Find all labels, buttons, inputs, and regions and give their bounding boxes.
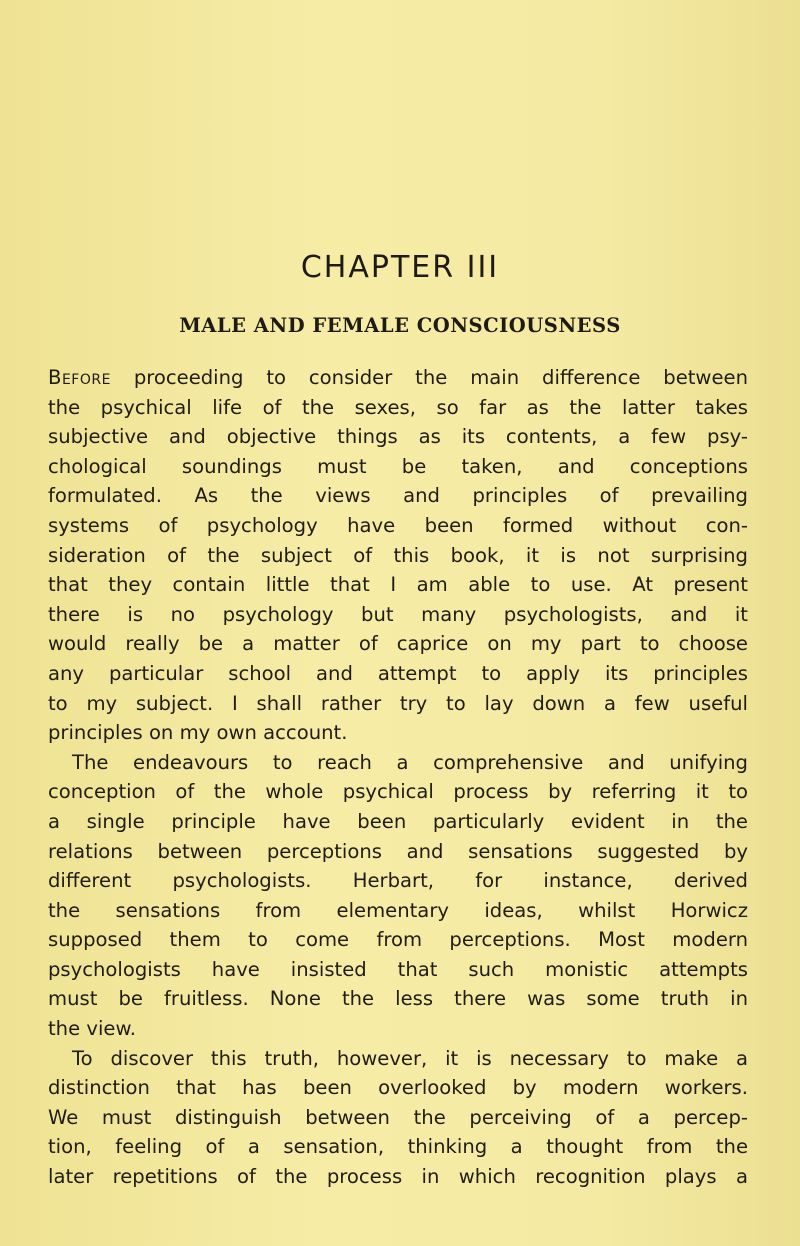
body-text [48,363,748,1192]
text-line: To discover this truth, however, it is necessary to make a [72,1046,748,1070]
text-line: that they contain little that I am able to use. At present [48,573,748,597]
text-line: Before proceeding to consider the main difference between [48,366,748,389]
lead-word: Before [48,366,111,389]
text-line: psychologists have insisted that such monistic attempts [48,957,748,981]
text-line: sideration of the subject of this book, it is not surprising [48,543,748,567]
chapter-subtitle: MALE AND FEMALE CONSCIOUSNESS [179,314,621,337]
text-line: a single principle have been particularly evident in the [48,809,748,833]
text-line: distinction that has been overlooked by modern workers. [48,1076,748,1100]
text-line: the view. [48,1017,136,1041]
text-line: any particular school and attempt to apply its principles [48,661,748,685]
text-line: The endeavours to reach a comprehensive and unifying [72,750,748,774]
text-line: there is no psychology but many psychologists, and it [48,602,748,626]
text-line: formulated. As the views and principles of prevailing [48,484,748,508]
text-line: principles on my own account. [48,721,348,745]
text-line: must be fruitless. None the less there was some truth in [48,987,748,1011]
text-line: conception of the whole psychical process by referring it to [48,780,748,804]
text-line: systems of psychology have been formed without con- [48,513,748,537]
text-line: supposed them to come from perceptions. Most modern [48,928,748,952]
text-line: later repetitions of the process in which recognition plays a [48,1165,748,1189]
text-line: would really be a matter of caprice on my part to choose [48,632,748,656]
text-line: relations between perceptions and sensations suggested by [48,839,748,863]
text-line: the psychical life of the sexes, so far as the latter takes [48,395,748,419]
text-line: different psychologists. Herbart, for instance, derived [48,869,748,893]
text-line: chological soundings must be taken, and conceptions [48,454,748,478]
text-line: the sensations from elementary ideas, whilst Horwicz [48,898,748,922]
text-line: We must distinguish between the perceiving of a percep- [48,1105,748,1129]
chapter-title: CHAPTER III [300,250,500,285]
text-line: subjective and objective things as its contents, a few psy- [48,425,748,449]
text-line: to my subject. I shall rather try to lay down a few useful [48,691,748,715]
text-line: tion, feeling of a sensation, thinking a thought from the [48,1135,748,1159]
